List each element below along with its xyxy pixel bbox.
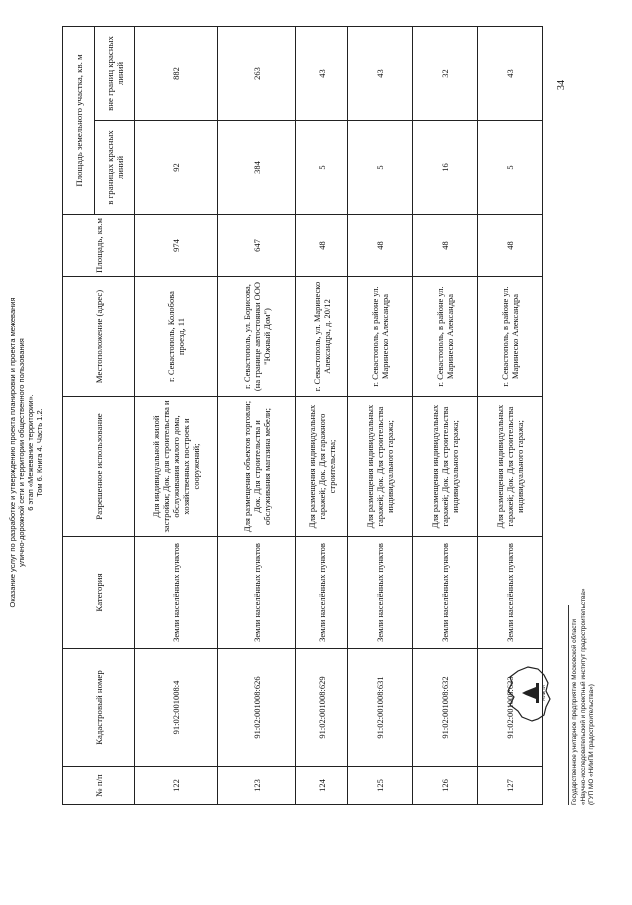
cell-category: Земли населённых пунктов [478,537,543,649]
cell-cadastral: 91:02:001008:631 [348,649,413,767]
cell-location: г. Севастополь, ул. Борисова, (на границе автостоянки ООО "Южный Дом") [218,277,296,397]
page-number: 34 [556,80,567,90]
land-plots-table [62,26,543,805]
cell-in-red-lines: 5 [478,121,543,215]
table-row [135,27,218,805]
table-row [218,27,296,805]
cell-num: 126 [413,767,478,805]
institute-logo [502,661,556,727]
cell-num: 123 [218,767,296,805]
cell-num: 127 [478,767,543,805]
cell-permitted-use: Для размещения объектов торговли; Док. Для строительства и обслуживания магазина мебели; [218,397,296,537]
cell-out-red-lines: 43 [478,27,543,121]
cell-category: Земли населённых пунктов [296,537,348,649]
cell-permitted-use: Для индивидуальной жилой застройки; Док. для строительства и обслуживания жилого дома, хозяйственных построек и сооружений; [135,397,218,537]
col-header-permitted-use: Разрешенное использование [63,397,135,537]
svg-text:НИиПИ: НИиПИ [541,685,546,701]
footer-line-1: Государственное унитарное предприятие Московской области [571,619,578,805]
footer-line-3: (ГУП МО «НИиПИ градостроительства») [588,684,595,805]
header-line-4: Том 6. Книга 4. Часть 1.2. [35,408,44,497]
header-line-2: улично-дорожной сети и территории общественного пользования [17,338,26,567]
cell-location: г. Севастополь, в районе ул. Маринеско Александра [478,277,543,397]
cell-cadastral: 91:02:001008:632 [413,649,478,767]
cell-category: Земли населённых пунктов [348,537,413,649]
header-line-1: Оказание услуг по разработке и утверждению проекта планировки и проекта межевания [8,297,17,608]
cell-permitted-use: Для размещения индивидуальных гаражей; Док. Для гаражного строительства; [296,397,348,537]
cell-num: 122 [135,767,218,805]
cell-area: 48 [413,215,478,277]
cell-cadastral: 91:02:001008:633 [478,649,543,767]
cell-in-red-lines: 384 [218,121,296,215]
cell-location: г. Севастополь, в районе ул. Маринеско Александра [413,277,478,397]
footer [571,589,597,805]
cell-in-red-lines: 5 [348,121,413,215]
cell-location: г. Севастополь, ул. Маринеско Александра, д. 20/12 [296,277,348,397]
cell-cadastral: 91:02:001008:629 [296,649,348,767]
cell-area: 647 [218,215,296,277]
cell-num: 125 [348,767,413,805]
cell-out-red-lines: 43 [296,27,348,121]
cell-in-red-lines: 5 [296,121,348,215]
cell-area: 48 [348,215,413,277]
cell-in-red-lines: 16 [413,121,478,215]
table-row [348,27,413,805]
footer-line-2: «Научно-исследовательский и проектный институт градостроительства» [579,588,587,805]
cell-cadastral: 91:02:001008:4 [135,649,218,767]
col-header-land-area: Площадь земельного участка, кв. м [63,27,95,215]
cell-category: Земли населённых пунктов [218,537,296,649]
cell-area: 974 [135,215,218,277]
col-header-in-red-lines: в границах красных линий [95,121,135,215]
col-header-cadastral: Кадастровый номер [63,649,135,767]
header-line-3: 6 этап «Межевание территории». [26,394,35,511]
cell-area: 48 [296,215,348,277]
cell-out-red-lines: 32 [413,27,478,121]
cell-out-red-lines: 263 [218,27,296,121]
cell-category: Земли населённых пунктов [135,537,218,649]
cell-permitted-use: Для размещения индивидуальных гаражей; Док. Для строительства индивидуального гаража; [413,397,478,537]
col-header-num: № п/п [63,767,135,805]
cell-category: Земли населённых пунктов [413,537,478,649]
cell-permitted-use: Для размещения индивидуальных гаражей; Док. Для строительства индивидуального гаража; [348,397,413,537]
cell-area: 48 [478,215,543,277]
cell-out-red-lines: 43 [348,27,413,121]
col-header-out-red-lines: вне границ красных линий [95,27,135,121]
cell-location: г. Севастополь, Колобова проезд, 11 [135,277,218,397]
cell-num: 124 [296,767,348,805]
table-row [296,27,348,805]
cell-out-red-lines: 882 [135,27,218,121]
table-row [413,27,478,805]
cell-location: г. Севастополь, в районе ул. Маринеско Александра [348,277,413,397]
col-header-area: Площадь, кв.м [63,215,135,277]
col-header-location: Местоположение (адрес) [63,277,135,397]
cell-in-red-lines: 92 [135,121,218,215]
cell-cadastral: 91:02:001008:626 [218,649,296,767]
col-header-category: Категория [63,537,135,649]
cell-permitted-use: Для размещения индивидуальных гаражей; Док. Для строительства индивидуального гаража; [478,397,543,537]
footer-rule [568,605,569,805]
